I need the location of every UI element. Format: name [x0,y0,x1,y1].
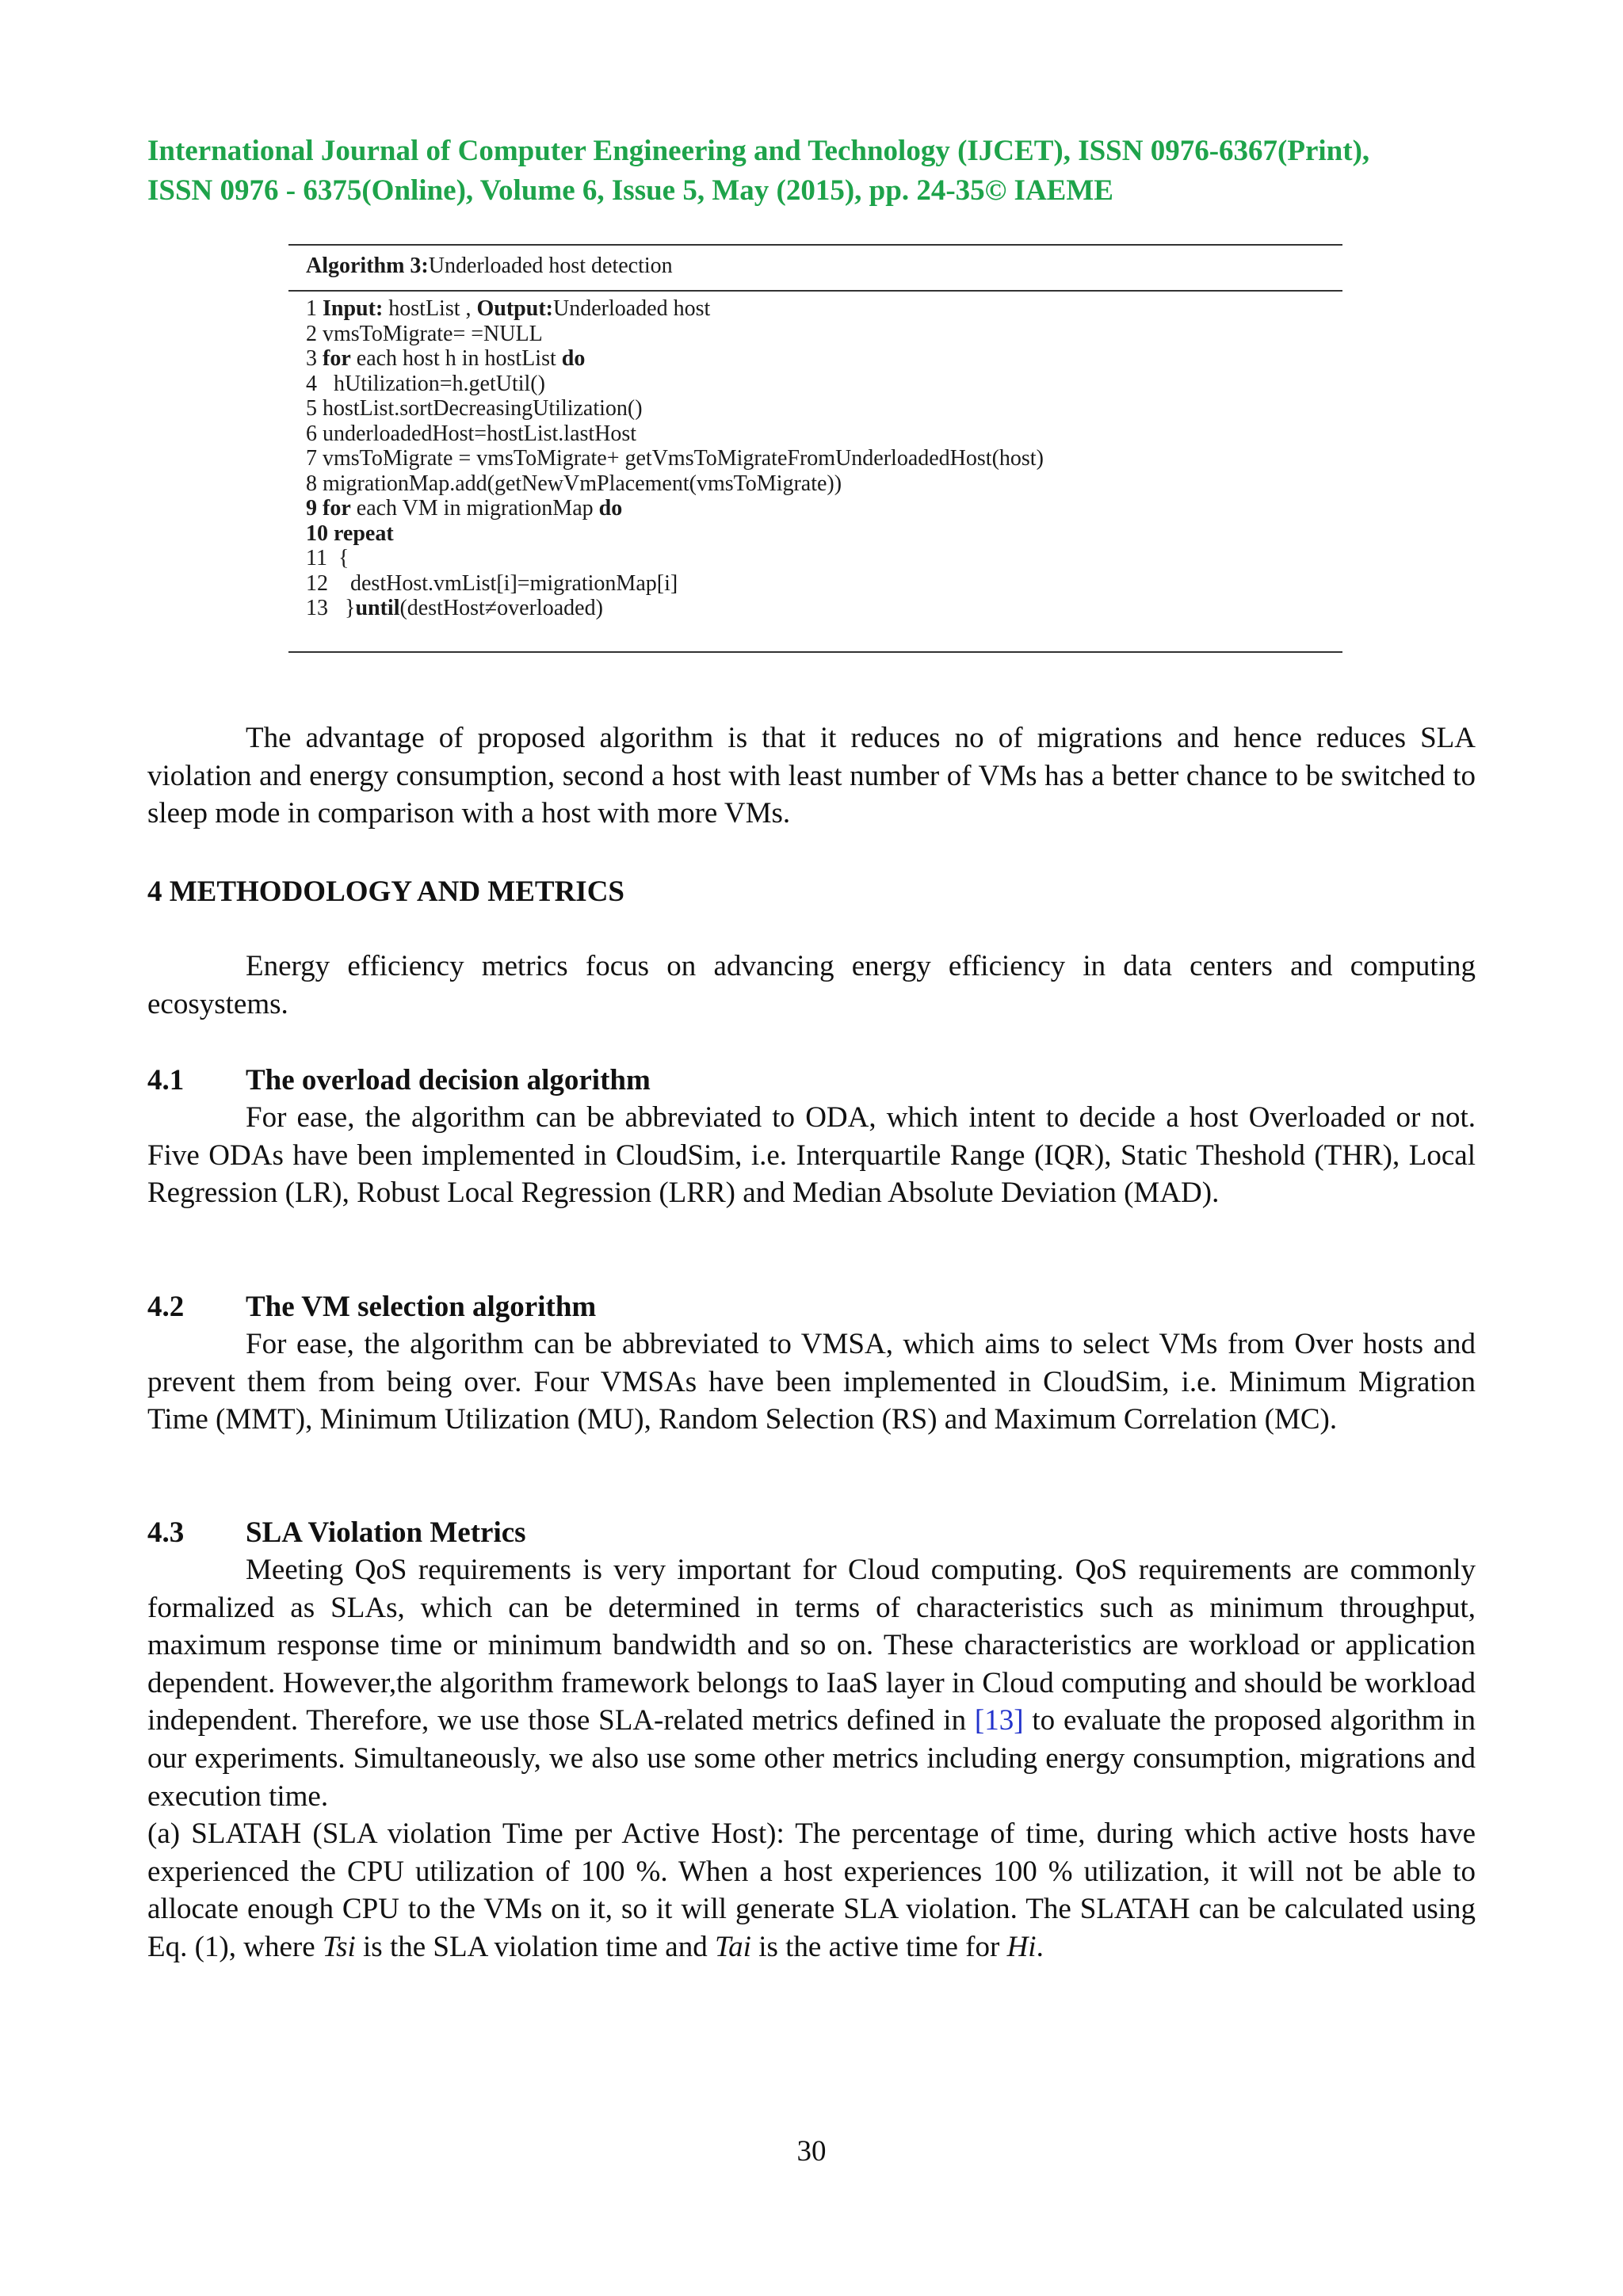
algorithm-line [306,296,1327,322]
algorithm-line-b2: Output: [476,296,553,321]
slatah-text-b: is the SLA violation time and [355,1930,715,1963]
algorithm-line [306,496,1327,521]
section-4-2-number: 4.2 [147,1291,185,1323]
algorithm-line-num: 11 [306,546,333,570]
algorithm-line-t1: each VM in migrationMap [350,496,599,521]
section-4-1-text: For ease, the algorithm can be abbreviated to ODA, which intent to decide a host Overloaded or not. Five ODAs have been implemented in CloudSim, i.e. Interquartile Range (IQR), Static Theshold (THR), Local Regression (LR), Robust Local Regression (LRR) and Median Absolute Deviation (MAD). [147,1101,1476,1210]
citation-link[interactable]: [13] [974,1704,1024,1737]
section-4-3-title: SLA Violation Metrics [246,1516,526,1549]
algorithm-line-num: 6 [306,421,323,446]
algorithm-line [306,521,1327,547]
algorithm-line-b2: do [598,496,623,521]
algorithm-line-b2: do [561,346,586,371]
section-4-1-title: The overload decision algorithm [246,1064,651,1097]
section-4-2-title: The VM selection algorithm [246,1291,597,1323]
algorithm-line-num: 7 [306,446,323,471]
section-4-1-number: 4.1 [147,1064,185,1097]
algorithm-line [306,421,1327,447]
journal-header-line-2: ISSN 0976 - 6375(Online), Volume 6, Issue 5, May (2015), pp. 24-35© IAEME [147,174,1113,207]
paragraph-advantage [147,719,1476,833]
algorithm-line [306,571,1327,597]
hi-symbol: Hi [1006,1930,1037,1963]
algorithm-title-label: Algorithm 3: [306,254,429,278]
algorithm-line-num: 12 [306,570,334,596]
algorithm-line-num: 3 [306,346,323,371]
paragraph-advantage-text: The advantage of proposed algorithm is that it reduces no of migrations and hence reduces SLA violation and energy consumption, second a host with least number of VMs has a better chance to be switched to sleep mode in comparison with a host with more VMs. [147,722,1476,830]
section-4-3-text-a: Meeting QoS requirements is very important for Cloud computing. QoS requirements are commonly formalized as SLAs, which can be determined in terms of characteristics such as minimum throughput, maximum response time or minimum bandwidth and so on. These characteristics are workload or application dependent. However,the algorithm framework belongs to IaaS layer in Cloud computing and should be workload independent. Therefore, we use those SLA-related metrics defined in [147,1554,1476,1737]
algorithm-line [306,596,1327,621]
slatah-text-c: is the active time for [750,1930,1007,1963]
section-4-2-text: For ease, the algorithm can be abbreviated to VMSA, which aims to select VMs from Over hosts and prevent them from being over. Four VMSAs have been implemented in CloudSim, i.e. Minimum Migration Time (MMT), Minimum Utilization (MU), Random Selection (RS) and Maximum Correlation (MC). [147,1328,1476,1436]
section-4-2-body [147,1325,1476,1439]
algorithm-line [306,471,1327,497]
section-4-3-number: 4.3 [147,1516,185,1549]
page-number: 30 [796,2135,827,2168]
algorithm-line-t1: vmsToMigrate= =NULL [323,321,543,346]
algorithm-box [288,244,1342,653]
algorithm-body [288,292,1342,651]
algorithm-line [306,546,1327,571]
slatah-text-d: . [1036,1930,1044,1963]
section-4-1-body [147,1099,1476,1212]
algorithm-line [306,446,1327,471]
algorithm-line-t1: migrationMap.add(getNewVmPlacement(vmsToMigrate)) [323,471,842,496]
algorithm-line [306,372,1327,397]
algorithm-line-t1: { [332,546,349,570]
algorithm-line-t2: Underloaded host [552,296,711,321]
section-4-3-paragraph [147,1551,1476,1815]
algorithm-line-b1: for [323,346,351,371]
algorithm-line-t1: hUtilization=h.getUtil() [323,371,545,396]
algorithm-line-t1: vmsToMigrate = vmsToMigrate+ getVmsToMigrateFromUnderloadedHost(host) [323,446,1044,471]
algorithm-bottom-rule [288,651,1342,653]
section-4-2-heading [147,1288,596,1326]
algorithm-line-num: 5 [306,396,323,421]
algorithm-line-num: 8 [306,471,323,496]
tai-symbol: Tai [714,1930,751,1963]
section-4-3-heading [147,1514,526,1552]
algorithm-title-text: Underloaded host detection [428,254,673,278]
tsi-symbol: Tsi [322,1930,356,1963]
algorithm-line-b1: for [323,496,351,521]
algorithm-line-num: 2 [306,321,323,346]
algorithm-line-t1: hostList , [383,296,477,321]
journal-header [147,132,1479,211]
algorithm-line-b2: until [355,596,400,620]
section-4-intro-text: Energy efficiency metrics focus on advancing energy efficiency in data centers and computing ecosystems. [147,950,1476,1020]
journal-header-line-1: International Journal of Computer Engineering and Technology (IJCET), ISSN 0976-6367(Print), [147,135,1370,167]
slatah-paragraph [147,1815,1476,1966]
algorithm-line-num: 9 [306,496,323,521]
algorithm-line-num: 4 [306,371,323,396]
algorithm-line-t1: destHost.vmList[i]=migrationMap[i] [334,570,678,596]
algorithm-line-num: 1 [306,296,323,321]
algorithm-line-t1: } [334,596,356,620]
section-4-3-body [147,1551,1476,1966]
slatah-text-a: (a) SLATAH (SLA violation Time per Active Host): The percentage of time, during which active hosts have experienced the CPU utilization of 100 %. When a host experiences 100 % utilization, it will not be able to allocate enough CPU to the VMs on it, so it will generate SLA violation. The SLATAH can be calculated using Eq. (1), where [147,1817,1476,1963]
section-4-heading: 4 METHODOLOGY AND METRICS [147,875,624,908]
section-4-intro [147,948,1476,1023]
algorithm-line-t2: (destHost≠overloaded) [399,596,603,620]
algorithm-line-t1: underloadedHost=hostList.lastHost [323,421,637,446]
algorithm-line-b1: Input: [323,296,384,321]
section-4-3-text-b: to evaluate the proposed algorithm in our experiments. Simultaneously, we also use some other metrics including energy consumption, migrations and execution time. [147,1704,1476,1813]
algorithm-line-num: 13 [306,596,334,620]
algorithm-line [306,322,1327,347]
section-4-1-heading [147,1062,651,1100]
algorithm-line-t1: hostList.sortDecreasingUtilization() [323,396,643,421]
algorithm-line-num: 10 [306,521,334,546]
algorithm-line [306,346,1327,372]
algorithm-line-t1: each host h in hostList [350,346,562,371]
algorithm-line-b1: repeat [334,521,394,546]
algorithm-line [306,396,1327,421]
algorithm-title [288,246,1342,290]
